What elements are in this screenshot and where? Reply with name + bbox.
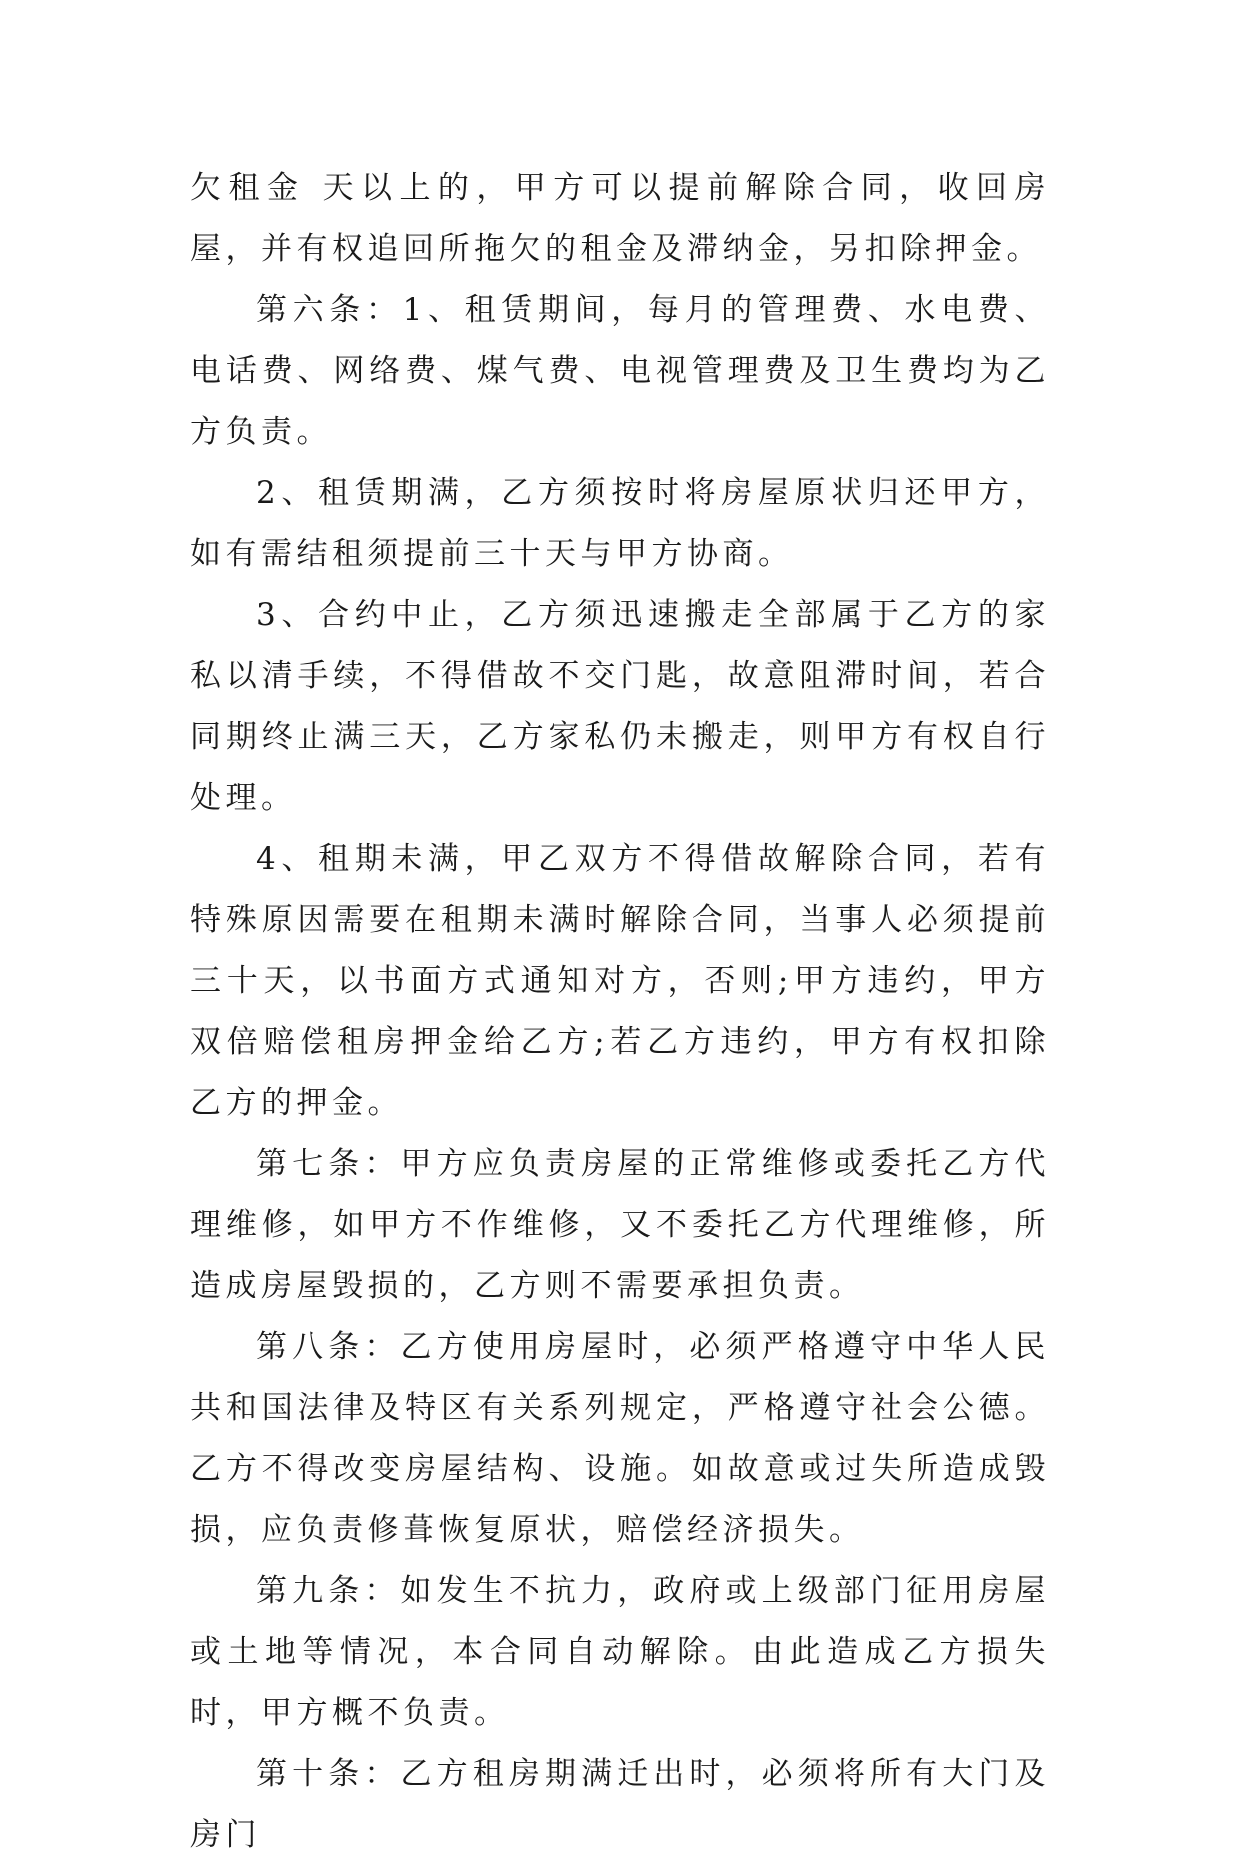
paragraph-article-6-item-2: 2、租赁期满，乙方须按时将房屋原状归还甲方，如有需结租须提前三十天与甲方协商。	[190, 475, 1050, 572]
paragraph-article-6-item-3: 3、合约中止，乙方须迅速搬走全部属于乙方的家私以清手续，不得借故不交门匙，故意阻滞时间，若合同期终止满三天，乙方家私仍未搬走，则甲方有权自行处理。	[190, 597, 1050, 816]
paragraph-article-6-item-1: 第六条：1、租赁期间，每月的管理费、水电费、电话费、网络费、煤气费、电视管理费及卫生费均为乙方负责。	[190, 292, 1050, 450]
paragraph-arrears-clause: 欠租金 天以上的，甲方可以提前解除合同，收回房屋，并有权追回所拖欠的租金及滞纳金，另扣除押金。	[190, 170, 1050, 267]
paragraph-article-10: 第十条：乙方租房期满迁出时，必须将所有大门及房门	[190, 1756, 1050, 1853]
paragraph-article-7: 第七条：甲方应负责房屋的正常维修或委托乙方代理维修，如甲方不作维修，又不委托乙方代理维修，所造成房屋毁损的，乙方则不需要承担负责。	[190, 1146, 1050, 1304]
paragraph-article-6-item-4: 4、租期未满，甲乙双方不得借故解除合同，若有特殊原因需要在租期未满时解除合同，当事人必须提前三十天，以书面方式通知对方，否则;甲方违约，甲方双倍赔偿租房押金给乙方;若乙方违约，甲方有权扣除乙方的押金。	[190, 841, 1050, 1121]
contract-body	[190, 158, 1050, 1866]
paragraph-article-8: 第八条：乙方使用房屋时，必须严格遵守中华人民共和国法律及特区有关系列规定，严格遵守社会公德。乙方不得改变房屋结构、设施。如故意或过失所造成毁损，应负责修葺恢复原状，赔偿经济损失。	[190, 1329, 1050, 1548]
paragraph-article-9: 第九条：如发生不抗力，政府或上级部门征用房屋或土地等情况，本合同自动解除。由此造成乙方损失时，甲方概不负责。	[190, 1573, 1050, 1731]
